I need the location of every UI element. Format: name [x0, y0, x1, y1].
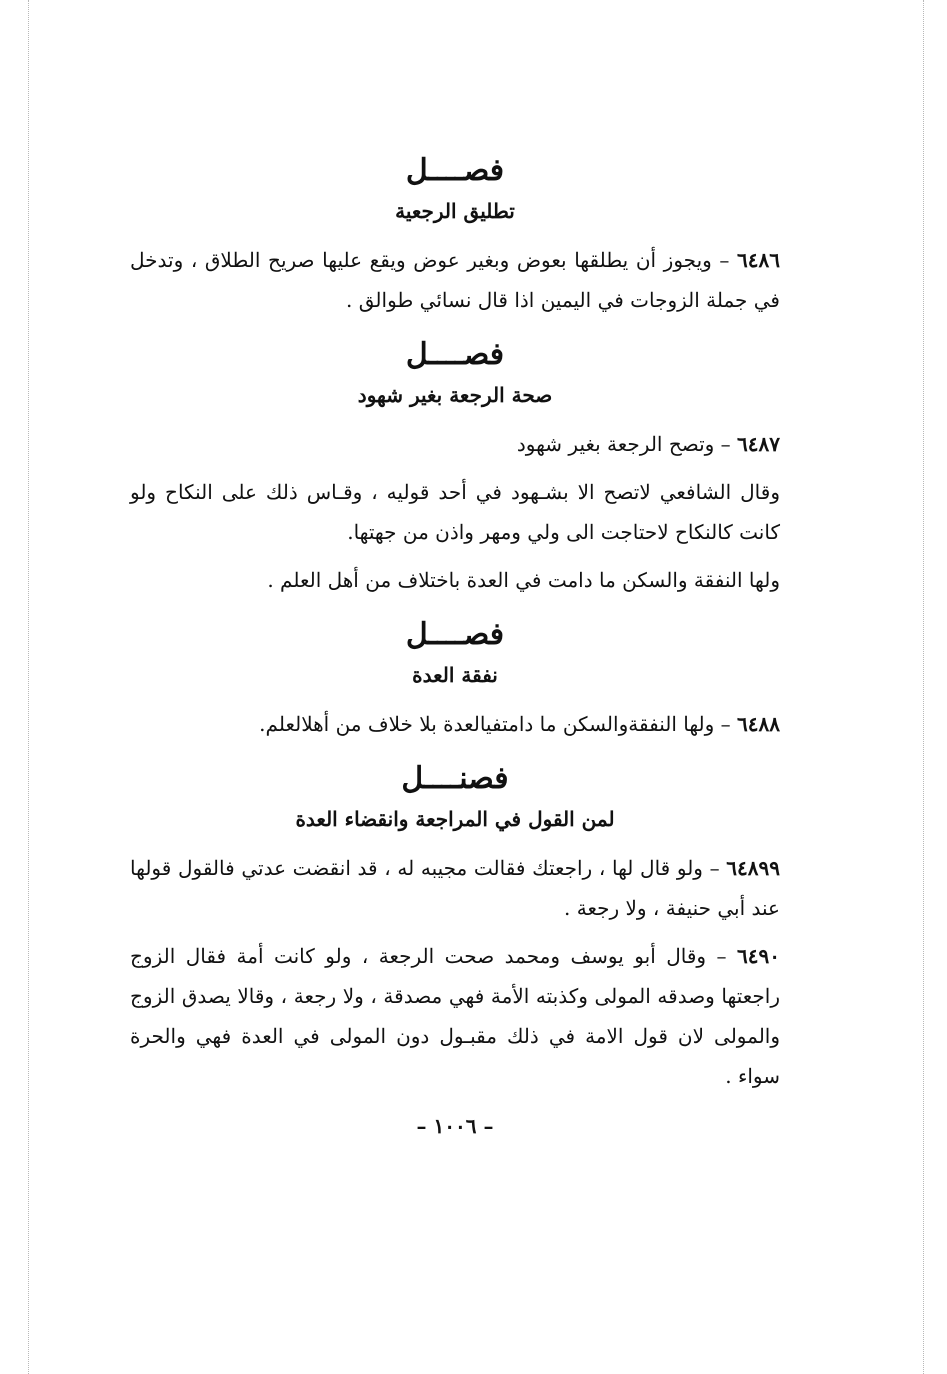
paragraph [130, 560, 780, 600]
paragraph-text: – ويجوز أن يطلقها بعوض وبغير عوض ويقع عليها صريح الطلاق ، وتدخل في جملة الزوجات في اليمين اذا قال نسائي طوالق . [130, 248, 780, 312]
section-subtitle: لمن القول في المراجعة وانقضاء العدة [295, 807, 615, 831]
section-subtitle: تطليق الرجعية [395, 199, 515, 223]
paragraph [130, 424, 780, 464]
paragraph [130, 704, 780, 744]
section-heading: فصــــل [405, 153, 505, 188]
margin-guide-right [923, 0, 924, 1374]
paragraph [130, 848, 780, 928]
section-3 [130, 614, 780, 744]
margin-guide-left [28, 0, 29, 1374]
paragraph [130, 936, 780, 1096]
paragraph-number: ٦٤٨٩٩ [726, 856, 780, 880]
page-number: – ١٠٠٦ – [416, 1114, 494, 1138]
paragraph-text: ولها النفقة والسكن ما دامت في العدة باختلاف من أهل العلم . [267, 568, 780, 592]
paragraph [130, 240, 780, 320]
section-1 [130, 150, 780, 320]
paragraph-number: ٦٤٩٠ [737, 944, 780, 968]
paragraph-text: وقال الشافعي لاتصح الا بشـهود في أحد قوليه ، وقـاس ذلك على النكاح ولو كانت كالنكاح لاحتاجت الى ولي ومهر واذن من جهتها. [130, 480, 780, 544]
paragraph-number: ٦٤٨٧ [737, 432, 780, 456]
section-subtitle: نفقة العدة [412, 663, 498, 687]
paragraph-number: ٦٤٨٦ [737, 248, 780, 272]
paragraph-text: – وتصح الرجعة بغير شهود [516, 432, 738, 456]
paragraph-text: – ولها النفقةوالسكن ما دامتفيالعدة بلا خلاف من أهلالعلم. [259, 712, 738, 736]
section-2 [130, 334, 780, 600]
section-4 [130, 758, 780, 1096]
section-heading: فصنــــل [401, 761, 509, 796]
paragraph-text: – ولو قال لها ، راجعتك فقالت مجيبه له ، قد انقضت عدتي فالقول قولها عند أبي حنيفة ، ولا رجعة . [130, 856, 780, 920]
paragraph-text: – وقال أبو يوسف ومحمد صحت الرجعة ، ولو كانت أمة فقال الزوج راجعتها وصدقه المولى وكذبته الأمة فهي مصدقة ، ولا رجعة ، وقالا يصدق الزوج والمولى لان قول الامة في ذلك مقبـول دون المولى في العدة فهي والحرة سواء . [130, 944, 780, 1088]
section-heading: فصــــل [405, 617, 505, 652]
paragraph-number: ٦٤٨٨ [737, 712, 780, 736]
document-page [130, 150, 780, 1144]
section-subtitle: صحة الرجعة بغير شهود [357, 383, 553, 407]
section-heading: فصــــل [405, 337, 505, 372]
paragraph [130, 472, 780, 552]
